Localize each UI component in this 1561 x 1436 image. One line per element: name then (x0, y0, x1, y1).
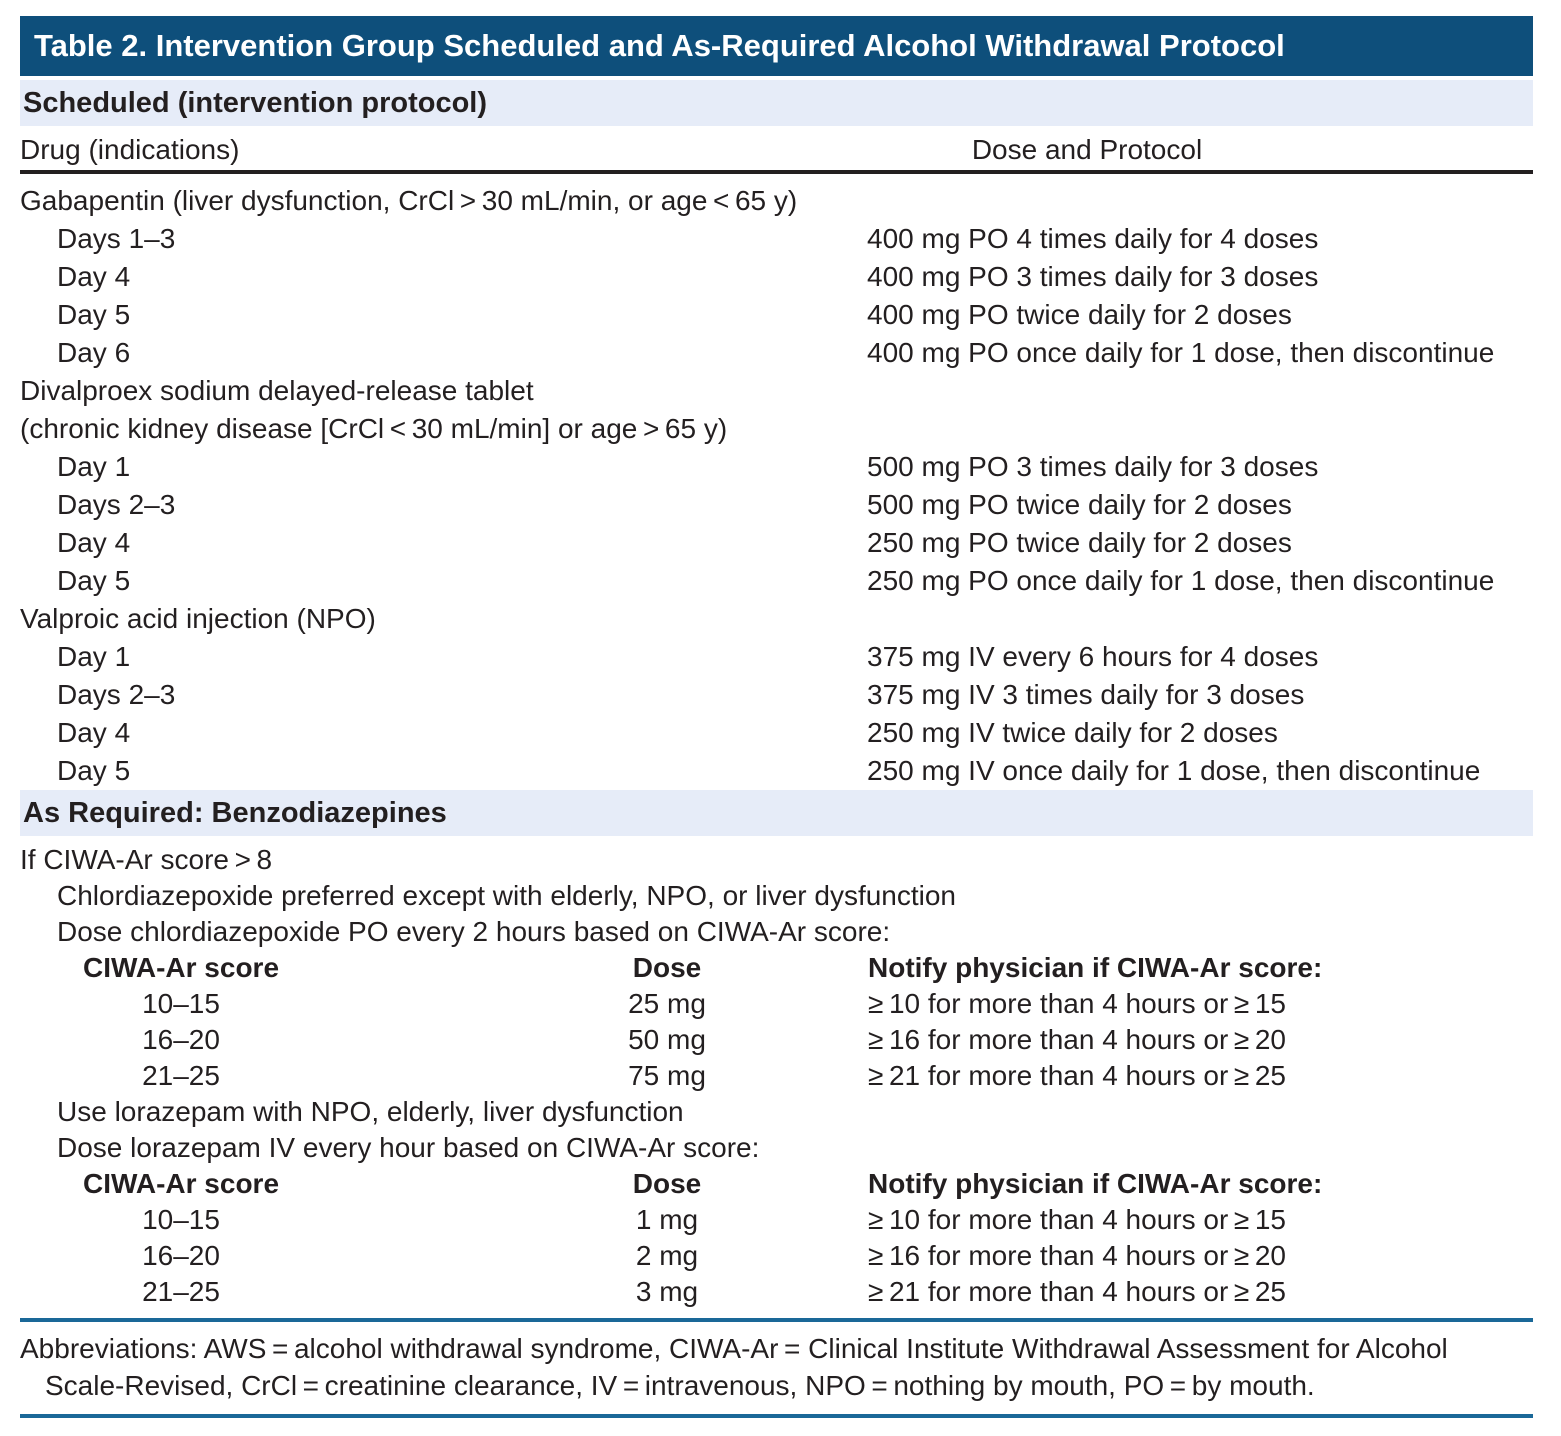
dose-header: Dose (632, 1168, 702, 1199)
table-row (20, 752, 1533, 790)
ciwa-score-range: 16–20 (142, 1024, 220, 1055)
ciwa-score-range: 21–25 (142, 1276, 220, 1307)
day-label: Day 5 (57, 299, 131, 330)
column-header-row (20, 126, 1533, 174)
day-label: Day 1 (57, 451, 131, 482)
drug-row (20, 182, 1533, 220)
ciwa-score-header: CIWA-Ar score (82, 952, 280, 983)
table-footnote (20, 1318, 1533, 1418)
dose-amount: 1 mg (635, 1204, 699, 1235)
table-row (20, 714, 1533, 752)
subtable-row (20, 1058, 1533, 1094)
notify-rule: ≥ 21 for more than 4 hours or ≥ 25 (868, 1060, 1286, 1091)
note-line: Chlordiazepoxide preferred except with elderly, NPO, or liver dysfunction (57, 880, 957, 911)
notify-rule: ≥ 21 for more than 4 hours or ≥ 25 (868, 1276, 1286, 1307)
ciwa-score-range: 10–15 (142, 988, 220, 1019)
dose-value: 400 mg PO 4 times daily for 4 doses (867, 223, 1319, 254)
subtable-row (20, 986, 1533, 1022)
as-required-rows (20, 836, 1533, 1310)
day-label: Day 5 (57, 755, 131, 786)
dose-value: 500 mg PO 3 times daily for 3 doses (867, 451, 1319, 482)
ciwa-score-header: CIWA-Ar score (82, 1168, 280, 1199)
dose-header: Dose (632, 952, 702, 983)
subtable-header-row (20, 1166, 1533, 1202)
subtable-header-row (20, 950, 1533, 986)
day-label: Day 4 (57, 717, 131, 748)
dose-value: 400 mg PO 3 times daily for 3 doses (867, 261, 1319, 292)
day-label: Day 4 (57, 527, 131, 558)
table-row (20, 638, 1533, 676)
column-header-dose: Dose and Protocol (971, 134, 1203, 165)
subtable-row (20, 1274, 1533, 1310)
drug-name: Divalproex sodium delayed-release tablet (20, 375, 534, 406)
dose-amount: 3 mg (635, 1276, 699, 1307)
dose-value: 500 mg PO twice daily for 2 doses (867, 489, 1292, 520)
ciwa-score-range: 21–25 (142, 1060, 220, 1091)
table-row (20, 296, 1533, 334)
dose-amount: 50 mg (628, 1024, 706, 1055)
table-title: Table 2. Intervention Group Scheduled and As-Required Alcohol Withdrawal Protocol (20, 16, 1533, 76)
subtable-row (20, 1202, 1533, 1238)
subtable-row (20, 1022, 1533, 1058)
dose-value: 250 mg IV once daily for 1 dose, then discontinue (867, 755, 1481, 786)
notify-rule: ≥ 10 for more than 4 hours or ≥ 15 (868, 1204, 1286, 1235)
dose-value: 250 mg PO once daily for 1 dose, then discontinue (867, 565, 1495, 596)
dose-value: 375 mg IV 3 times daily for 3 doses (867, 679, 1305, 710)
day-label: Day 1 (57, 641, 131, 672)
day-label: Days 1–3 (57, 223, 176, 254)
table-row (20, 524, 1533, 562)
drug-indications: (chronic kidney disease [CrCl < 30 mL/min] or age > 65 y) (20, 413, 728, 444)
note-line: Dose lorazepam IV every hour based on CIWA-Ar score: (57, 1132, 760, 1163)
table-row (20, 486, 1533, 524)
notify-rule: ≥ 16 for more than 4 hours or ≥ 20 (868, 1024, 1286, 1055)
table-row (20, 562, 1533, 600)
table-row (20, 220, 1533, 258)
section-header-scheduled: Scheduled (intervention protocol) (20, 80, 1533, 126)
ciwa-score-range: 16–20 (142, 1240, 220, 1271)
drug-row (20, 372, 1533, 410)
notify-rule: ≥ 16 for more than 4 hours or ≥ 20 (868, 1240, 1286, 1271)
drug-name: Gabapentin (liver dysfunction, CrCl > 30 mL/min, or age < 65 y) (20, 185, 798, 216)
note-line: Use lorazepam with NPO, elderly, liver dysfunction (57, 1096, 684, 1127)
dose-value: 400 mg PO twice daily for 2 doses (867, 299, 1292, 330)
scheduled-rows (20, 174, 1533, 790)
condition-line: If CIWA-Ar score > 8 (20, 844, 273, 875)
abbreviations-note: Abbreviations: AWS = alcohol withdrawal syndrome, CIWA-Ar = Clinical Institute Withdrawal Assessment for Alcohol Scale-Revised, CrCl = creatinine clearance, IV = intravenous, NPO = nothing by mouth, PO = by mouth. (20, 1333, 1448, 1401)
dose-amount: 25 mg (628, 988, 706, 1019)
dose-value: 375 mg IV every 6 hours for 4 doses (867, 641, 1319, 672)
section-header-as-required: As Required: Benzodiazepines (20, 790, 1533, 836)
day-label: Days 2–3 (57, 489, 176, 520)
day-label: Day 5 (57, 565, 131, 596)
dose-amount: 2 mg (635, 1240, 699, 1271)
drug-row (20, 600, 1533, 638)
table-row (20, 258, 1533, 296)
column-header-drug: Drug (indications) (20, 134, 240, 165)
ciwa-score-range: 10–15 (142, 1204, 220, 1235)
drug-row (20, 410, 1533, 448)
day-label: Days 2–3 (57, 679, 176, 710)
notify-rule: ≥ 10 for more than 4 hours or ≥ 15 (868, 988, 1286, 1019)
drug-name: Valproic acid injection (NPO) (20, 603, 376, 634)
dose-value: 250 mg IV twice daily for 2 doses (867, 717, 1278, 748)
day-label: Day 4 (57, 261, 131, 292)
table-row (20, 448, 1533, 486)
table-row (20, 334, 1533, 372)
notify-header: Notify physician if CIWA-Ar score: (868, 952, 1323, 983)
day-label: Day 6 (57, 337, 131, 368)
table-row (20, 676, 1533, 714)
dose-value: 250 mg PO twice daily for 2 doses (867, 527, 1292, 558)
dose-value: 400 mg PO once daily for 1 dose, then discontinue (867, 337, 1495, 368)
dose-amount: 75 mg (628, 1060, 706, 1091)
note-line: Dose chlordiazepoxide PO every 2 hours based on CIWA-Ar score: (57, 916, 891, 947)
notify-header: Notify physician if CIWA-Ar score: (868, 1168, 1323, 1199)
subtable-row (20, 1238, 1533, 1274)
